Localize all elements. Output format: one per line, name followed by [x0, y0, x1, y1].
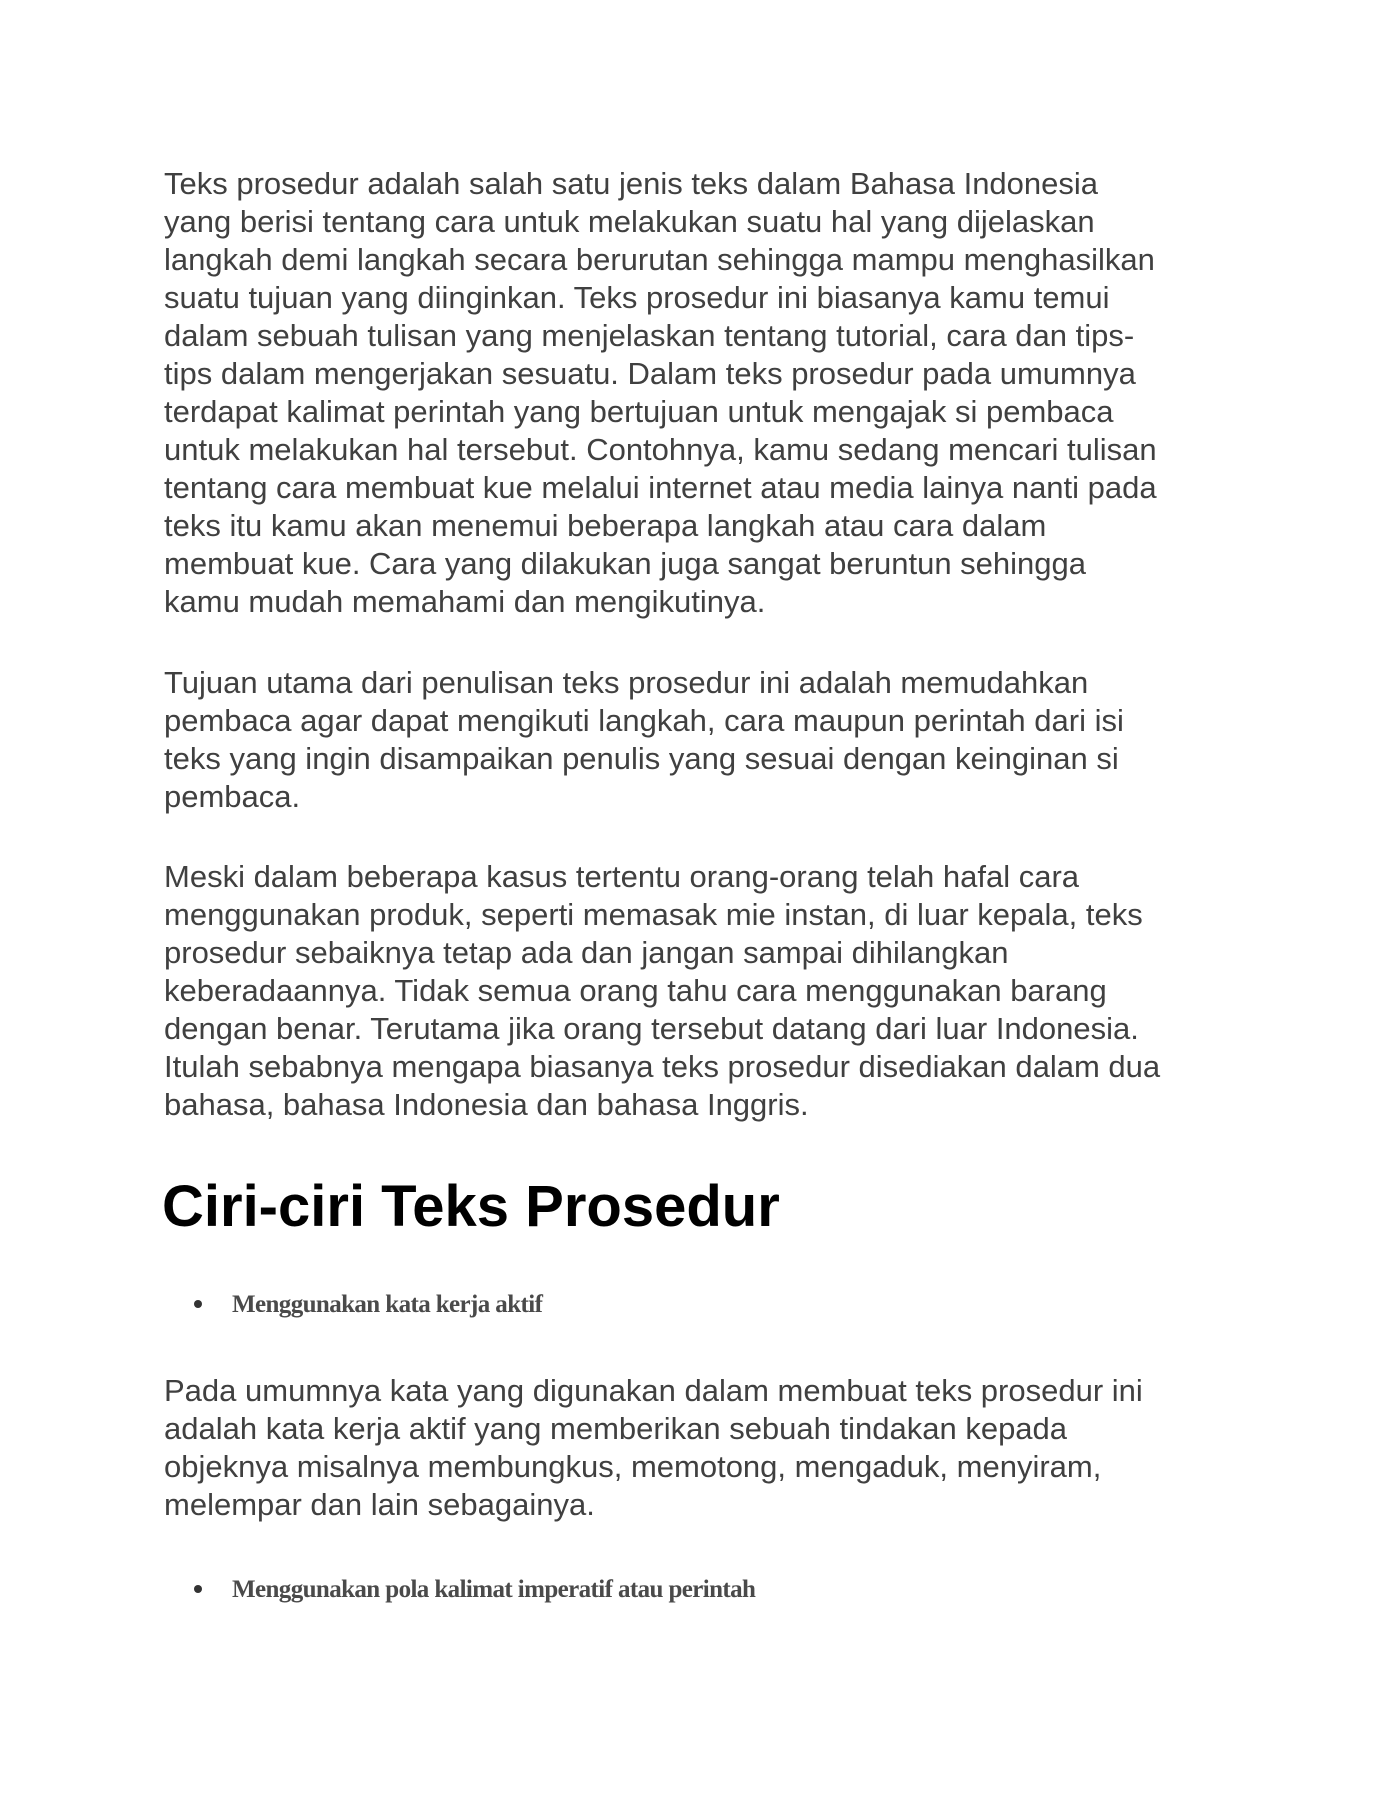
- text-line: dalam sebuah tulisan yang menjelaskan tentang tutorial, cara dan tips-: [164, 318, 1135, 353]
- paragraph-purpose: [164, 664, 1324, 816]
- text-line: teks itu kamu akan menemui beberapa langkah atau cara dalam: [164, 508, 1047, 543]
- section-heading: Ciri-ciri Teks Prosedur: [162, 1174, 780, 1239]
- text-line: prosedur sebaiknya tetap ada dan jangan sampai dihilangkan: [164, 935, 1009, 970]
- text-line: Tujuan utama dari penulisan teks prosedur ini adalah memudahkan: [164, 665, 1089, 700]
- paragraph-intro: [164, 165, 1324, 621]
- text-line: suatu tujuan yang diinginkan. Teks prosedur ini biasanya kamu temui: [164, 280, 1110, 315]
- text-line: bahasa, bahasa Indonesia dan bahasa Inggris.: [164, 1087, 809, 1122]
- text-line: Teks prosedur adalah salah satu jenis teks dalam Bahasa Indonesia: [164, 166, 1099, 201]
- text-line: kamu mudah memahami dan mengikutinya.: [164, 584, 766, 619]
- text-line: Itulah sebabnya mengapa biasanya teks prosedur disediakan dalam dua: [164, 1049, 1161, 1084]
- text-line: pembaca agar dapat mengikuti langkah, cara maupun perintah dari isi: [164, 703, 1124, 738]
- text-line: Pada umumnya kata yang digunakan dalam membuat teks prosedur ini: [164, 1373, 1143, 1408]
- text-line: tips dalam mengerjakan sesuatu. Dalam teks prosedur pada umumnya: [164, 356, 1136, 391]
- text-line: yang berisi tentang cara untuk melakukan suatu hal yang dijelaskan: [164, 204, 1095, 239]
- text-line: adalah kata kerja aktif yang memberikan sebuah tindakan kepada: [164, 1411, 1068, 1446]
- text-line: tentang cara membuat kue melalui internet atau media lainya nanti pada: [164, 470, 1157, 505]
- text-line: objeknya misalnya membungkus, memotong, mengaduk, menyiram,: [164, 1449, 1102, 1484]
- bullet-dot-icon: [194, 1585, 202, 1593]
- text-line: Meski dalam beberapa kasus tertentu orang-orang telah hafal cara: [164, 859, 1080, 894]
- text-line: teks yang ingin disampaikan penulis yang sesuai dengan keinginan si: [164, 741, 1119, 776]
- text-line: menggunakan produk, seperti memasak mie instan, di luar kepala, teks: [164, 897, 1143, 932]
- bullet-item: [194, 1288, 542, 1322]
- text-line: untuk melakukan hal tersebut. Contohnya, kamu sedang mencari tulisan: [164, 432, 1157, 467]
- text-line: keberadaannya. Tidak semua orang tahu cara menggunakan barang: [164, 973, 1107, 1008]
- text-line: dengan benar. Terutama jika orang tersebut datang dari luar Indonesia.: [164, 1011, 1139, 1046]
- bullet-dot-icon: [194, 1300, 202, 1308]
- bullet-text: Menggunakan pola kalimat imperatif atau perintah: [232, 1576, 756, 1603]
- bullet-text: Menggunakan kata kerja aktif: [232, 1291, 543, 1318]
- text-line: membuat kue. Cara yang dilakukan juga sangat beruntun sehingga: [164, 546, 1087, 581]
- text-line: langkah demi langkah secara berurutan sehingga mampu menghasilkan: [164, 242, 1155, 277]
- text-line: melempar dan lain sebagainya.: [164, 1487, 595, 1522]
- paragraph-importance: [164, 858, 1324, 1124]
- text-line: terdapat kalimat perintah yang bertujuan untuk mengajak si pembaca: [164, 394, 1114, 429]
- bullet-item: [194, 1573, 755, 1607]
- text-line: pembaca.: [164, 779, 301, 814]
- paragraph-active-verbs: [164, 1372, 1324, 1524]
